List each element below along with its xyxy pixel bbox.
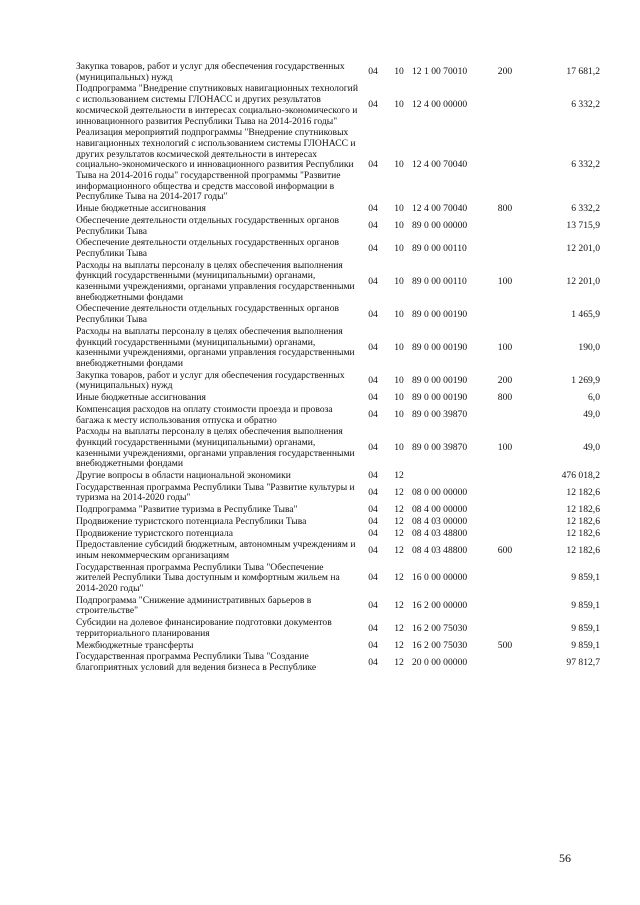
table-row — [76, 562, 600, 595]
amount: 6 332,2 — [571, 99, 600, 111]
subsection-code: 12 — [394, 572, 404, 584]
subsection-code: 10 — [394, 203, 404, 215]
section-code: 04 — [368, 375, 378, 387]
section-code: 04 — [368, 656, 378, 668]
amount: 12 201,0 — [566, 242, 600, 254]
subsection-code: 12 — [394, 504, 404, 516]
table-row — [76, 303, 600, 325]
target-article-code: 16 2 00 00000 — [412, 600, 468, 612]
row-description: Предоставление субсидий бюджетным, автономным учреждениям и иным некоммерческим организациям — [76, 539, 356, 561]
target-article-code: 89 0 00 00110 — [412, 242, 467, 254]
expense-type-code — [486, 562, 524, 595]
table-row — [76, 215, 600, 237]
row-description: Реализация мероприятий подпрограммы "Внедрение спутниковых навигационных технологий с использованием системы ГЛОНАСС и других результатов космической деятельности в интересах социально-экономического и инновационного развития Республики Тыва на 2014-2016 годы" государственной программы "Развитие информационного общества и средств массовой информации в Республике Тыва на 2014-2017 годы" — [76, 127, 356, 203]
amount: 6 332,2 — [571, 159, 600, 171]
subsection-code: 10 — [394, 375, 404, 387]
subsection-code: 10 — [394, 242, 404, 254]
row-description: Закупка товаров, работ и услуг для обеспечения государственных (муниципальных) нужд — [76, 369, 345, 392]
section-code: 04 — [368, 639, 378, 651]
section-code: 04 — [368, 442, 378, 454]
section-code: 04 — [368, 572, 378, 584]
subsection-code: 10 — [394, 220, 404, 232]
table-row — [76, 539, 600, 561]
target-article-code: 08 4 03 48800 — [412, 527, 468, 539]
amount: 49,0 — [583, 409, 600, 421]
subsection-code: 12 — [394, 656, 404, 668]
table-row — [76, 504, 600, 516]
target-article-code: 12 1 00 70010 — [412, 66, 468, 78]
section-code: 04 — [368, 504, 378, 516]
table-row — [76, 203, 600, 215]
section-code: 04 — [368, 242, 378, 254]
amount: 12 182,6 — [566, 504, 600, 516]
amount: 12 182,6 — [566, 487, 600, 499]
table-row — [76, 528, 600, 540]
section-code: 04 — [368, 220, 378, 232]
amount: 9 859,1 — [571, 622, 600, 634]
row-description: Иные бюджетные ассигнования — [76, 392, 206, 404]
expense-type-code — [486, 528, 524, 540]
target-article-code: 12 4 00 70040 — [412, 159, 468, 171]
expense-type-code — [486, 127, 524, 203]
section-code: 04 — [368, 409, 378, 421]
row-description: Расходы на выплаты персоналу в целях обеспечения выполнения функций государственными (муниципальными) органами, казенными учреждениями, органами управления государственными внебюджетными фондами — [76, 325, 355, 369]
page-number: 56 — [559, 851, 571, 865]
amount: 1 465,9 — [571, 308, 600, 320]
target-article-code: 16 2 00 75030 — [412, 622, 468, 634]
table-row — [76, 640, 600, 652]
expense-type-code — [486, 595, 524, 617]
amount: 12 201,0 — [566, 275, 600, 287]
section-code: 04 — [368, 392, 378, 404]
expense-type-code: 200 — [497, 375, 513, 387]
target-article-code: 08 4 03 48800 — [412, 544, 468, 556]
subsection-code: 10 — [394, 308, 404, 320]
target-article-code: 89 0 00 00190 — [412, 392, 468, 404]
expense-type-code: 800 — [497, 203, 513, 215]
expense-type-code — [486, 237, 524, 259]
table-row — [76, 62, 600, 83]
section-code: 04 — [368, 308, 378, 320]
row-description: Иные бюджетные ассигнования — [76, 203, 206, 215]
row-description: Межбюджетные трансферты — [76, 639, 194, 651]
amount: 9 859,1 — [571, 600, 600, 612]
expense-type-code: 100 — [497, 341, 513, 353]
subsection-code: 10 — [394, 341, 404, 353]
target-article-code — [412, 470, 486, 482]
expense-type-code — [486, 404, 524, 426]
target-article-code: 89 0 00 00190 — [412, 341, 468, 353]
budget-table — [76, 62, 600, 674]
row-description: Расходы на выплаты персоналу в целях обеспечения выполнения функций государственными (муниципальными) органами, казенными учреждениями, органами управления государственными внебюджетными фондами — [76, 426, 355, 470]
target-article-code: 12 4 00 00000 — [412, 99, 468, 111]
section-code: 04 — [368, 470, 378, 482]
table-row — [76, 482, 600, 504]
section-code: 04 — [368, 275, 378, 287]
expense-type-code — [486, 83, 524, 127]
amount: 12 182,6 — [566, 527, 600, 539]
expense-type-code: 100 — [497, 275, 513, 287]
amount: 9 859,1 — [571, 639, 600, 651]
subsection-code: 12 — [394, 527, 404, 539]
row-description: Компенсация расходов на оплату стоимости проезда и провоза багажа к месту использования отпуска и обратно — [76, 403, 333, 426]
subsection-code: 10 — [394, 275, 404, 287]
subsection-code: 12 — [394, 639, 404, 651]
table-row — [76, 237, 600, 259]
expense-type-code — [486, 470, 524, 482]
expense-type-code — [486, 504, 524, 516]
row-description: Продвижение туристского потенциала Республики Тыва — [76, 515, 307, 527]
table-row — [76, 370, 600, 392]
section-code: 04 — [368, 341, 378, 353]
target-article-code: 08 4 00 00000 — [412, 504, 468, 516]
table-row — [76, 651, 600, 673]
row-description: Обеспечение деятельности отдельных государственных органов Республики Тыва — [76, 303, 340, 326]
amount: 9 859,1 — [571, 572, 600, 584]
section-code: 04 — [368, 515, 378, 527]
row-description: Продвижение туристского потенциала — [76, 527, 234, 539]
row-description: Расходы на выплаты персоналу в целях обеспечения выполнения функций государственными (муниципальными) органами, казенными учреждениями, органами управления государственными внебюджетными фондами — [76, 259, 355, 303]
row-description: Обеспечение деятельности отдельных государственных органов Республики Тыва — [76, 214, 340, 237]
section-code: 04 — [368, 66, 378, 78]
expense-type-code — [486, 303, 524, 325]
expense-type-code — [486, 215, 524, 237]
row-description: Государственная программа Республики Тыва "Обеспечение жителей Республики Тыва доступным и комфортным жильем на 2014-2020 годы" — [76, 561, 340, 595]
target-article-code: 12 4 00 70040 — [412, 203, 468, 215]
target-article-code: 89 0 00 39870 — [412, 442, 468, 454]
target-article-code: 08 0 00 00000 — [412, 487, 468, 499]
subsection-code: 10 — [394, 99, 404, 111]
table-row — [76, 127, 600, 203]
row-description: Обеспечение деятельности отдельных государственных органов Республики Тыва — [76, 237, 340, 259]
target-article-code: 89 0 00 39870 — [412, 409, 468, 421]
expense-type-code: 600 — [497, 544, 513, 556]
amount: 190,0 — [578, 341, 600, 353]
target-article-code: 08 4 03 00000 — [412, 515, 468, 527]
section-code: 04 — [368, 622, 378, 634]
table-row — [76, 83, 600, 127]
amount: 49,0 — [583, 442, 600, 454]
expense-type-code — [486, 617, 524, 639]
expense-type-code: 800 — [497, 392, 513, 404]
section-code: 04 — [368, 203, 378, 215]
target-article-code: 20 0 00 00000 — [412, 656, 468, 668]
expense-type-code — [486, 651, 524, 673]
subsection-code: 12 — [394, 470, 404, 482]
row-description: Государственная программа Республики Тыва "Развитие культуры и туризма на 2014-2020 годы" — [76, 481, 355, 504]
target-article-code: 89 0 00 00110 — [412, 275, 467, 287]
section-code: 04 — [368, 527, 378, 539]
table-row — [76, 617, 600, 639]
table-row — [76, 426, 600, 470]
subsection-code: 12 — [394, 622, 404, 634]
table-row — [76, 260, 600, 304]
row-description: Другие вопросы в области национальной экономики — [76, 470, 291, 482]
amount: 13 715,9 — [566, 220, 600, 232]
row-description: Закупка товаров, работ и услуг для обеспечения государственных (муниципальных) нужд — [76, 61, 345, 83]
row-description: Подпрограмма "Снижение административных барьеров в строительстве" — [76, 594, 312, 617]
amount: 6 332,2 — [571, 203, 600, 215]
target-article-code: 16 2 00 75030 — [412, 639, 468, 651]
table-row — [76, 470, 600, 482]
table-row — [76, 404, 600, 426]
amount: 1 269,9 — [571, 375, 600, 387]
table-row — [76, 516, 600, 528]
target-article-code: 89 0 00 00190 — [412, 308, 468, 320]
table-row — [76, 326, 600, 370]
amount: 6,0 — [588, 392, 600, 404]
row-description: Подпрограмма "Внедрение спутниковых навигационных технологий с использованием системы ГЛОНАСС и других результатов космической деятельности в интересах социально-экономического и инновационного развития Республики Тыва на 2014-2016 годы" — [76, 83, 358, 127]
table-row — [76, 595, 600, 617]
table-row — [76, 392, 600, 404]
amount: 12 182,6 — [566, 544, 600, 556]
expense-type-code — [486, 516, 524, 528]
subsection-code: 12 — [394, 544, 404, 556]
section-code: 04 — [368, 99, 378, 111]
target-article-code: 89 0 00 00000 — [412, 220, 468, 232]
section-code: 04 — [368, 544, 378, 556]
section-code: 04 — [368, 487, 378, 499]
target-article-code: 89 0 00 00190 — [412, 375, 468, 387]
amount: 17 681,2 — [566, 66, 600, 78]
expense-type-code: 100 — [497, 442, 513, 454]
subsection-code: 12 — [394, 600, 404, 612]
target-article-code: 16 0 00 00000 — [412, 572, 468, 584]
row-description: Подпрограмма "Развитие туризма в Республике Тыва" — [76, 504, 298, 516]
amount: 476 018,2 — [561, 470, 600, 482]
row-description: Субсидии на долевое финансирование подготовки документов территориального планирования — [76, 617, 332, 639]
subsection-code: 10 — [394, 66, 404, 78]
budget-table-body — [76, 62, 600, 674]
expense-type-code: 500 — [497, 639, 513, 651]
amount: 12 182,6 — [566, 515, 600, 527]
section-code: 04 — [368, 159, 378, 171]
subsection-code: 10 — [394, 442, 404, 454]
row-description: Государственная программа Республики Тыва "Создание благоприятных условий для ведения бизнеса в Республике — [76, 651, 317, 673]
subsection-code: 12 — [394, 515, 404, 527]
subsection-code: 12 — [394, 487, 404, 499]
amount: 97 812,7 — [566, 656, 600, 668]
expense-type-code — [486, 482, 524, 504]
subsection-code: 10 — [394, 392, 404, 404]
section-code: 04 — [368, 600, 378, 612]
subsection-code: 10 — [394, 159, 404, 171]
expense-type-code: 200 — [497, 66, 513, 78]
subsection-code: 10 — [394, 409, 404, 421]
